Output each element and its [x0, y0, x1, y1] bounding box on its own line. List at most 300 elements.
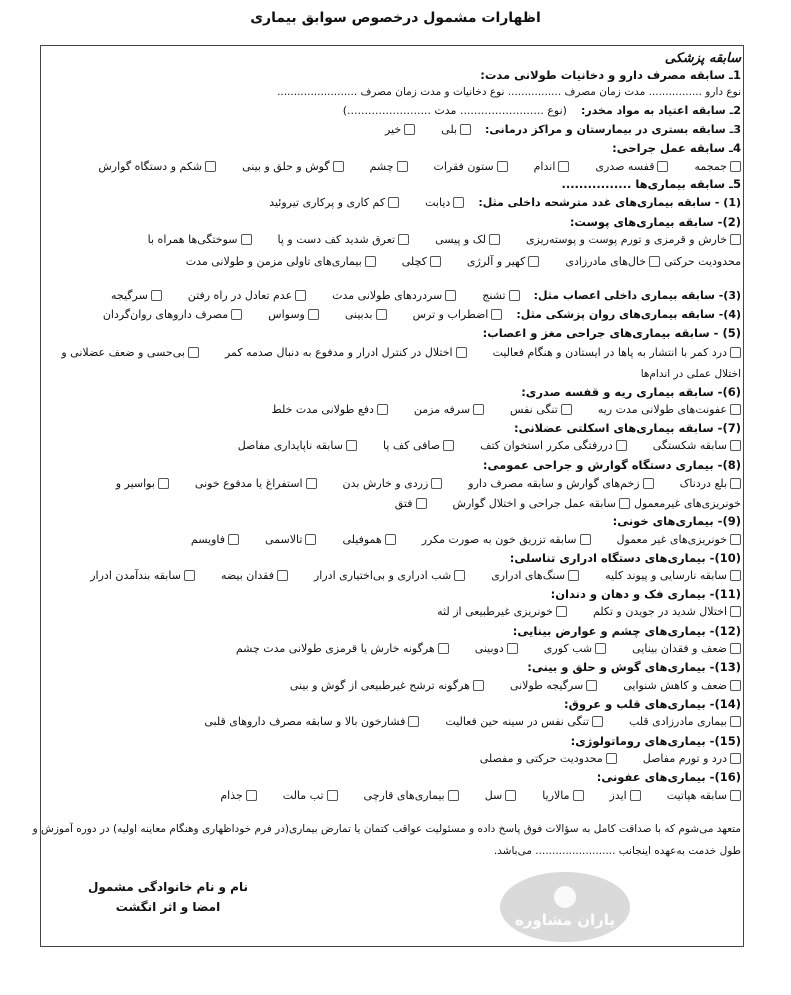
- checkbox-option[interactable]: [510, 403, 572, 416]
- checkbox-label: شکم و دستگاه گوارش: [98, 160, 203, 173]
- checkbox[interactable]: [365, 256, 376, 267]
- checkbox[interactable]: [385, 534, 396, 545]
- form-row: [46, 385, 741, 399]
- checkbox[interactable]: [295, 290, 306, 301]
- checkbox-option[interactable]: [103, 308, 242, 321]
- checkbox-label: بیماری‌های قارچی: [363, 789, 445, 802]
- checkbox-option[interactable]: [370, 160, 408, 173]
- checkbox-label: زخم‌های گوارش و سابقه مصرف دارو: [468, 477, 640, 490]
- checkbox[interactable]: [445, 290, 456, 301]
- checkbox-option[interactable]: [437, 605, 567, 618]
- checkbox[interactable]: [649, 256, 660, 267]
- checkbox-option[interactable]: [434, 160, 508, 173]
- checkbox-option[interactable]: [61, 346, 199, 359]
- checkbox[interactable]: [388, 197, 399, 208]
- checkbox-label: سوختگی‌ها همراه با: [147, 233, 238, 246]
- question-label: 2ـ سابقه اعتیاد به مواد مخدر:: [580, 104, 741, 117]
- question-label: (1) - سابقه بیماری‌های غدد مترشحه داخلی مثل:: [478, 196, 741, 209]
- checkbox[interactable]: [630, 790, 641, 801]
- checkbox[interactable]: [586, 680, 597, 691]
- question-label: 3ـ سابقه بستری در بیمارستان و مراکز درمانی:: [485, 123, 741, 136]
- fill-in-text: (نوع ........................ مدت ........................): [342, 104, 567, 117]
- checkbox-option[interactable]: [225, 346, 467, 359]
- form-row: [46, 605, 741, 618]
- checkbox-option[interactable]: [195, 477, 317, 490]
- checkbox-label: سابقه ناپایداری مفاصل: [237, 439, 343, 452]
- checkbox-option[interactable]: [467, 255, 539, 268]
- checkbox[interactable]: [643, 478, 654, 489]
- signature-sign-label: امضا و اثر انگشت: [115, 900, 221, 914]
- checkbox[interactable]: [730, 478, 741, 489]
- form-row: [46, 587, 741, 601]
- checkbox-option[interactable]: [221, 569, 288, 582]
- section-heading: (2)- سابقه بیماری‌های پوست:: [569, 215, 741, 229]
- checkbox-option[interactable]: [480, 752, 617, 765]
- checkbox[interactable]: [473, 680, 484, 691]
- question-label: (3)- سابقه بیماری داخلی اعصاب مثل:: [533, 289, 741, 302]
- checkbox[interactable]: [305, 534, 316, 545]
- form-row: [46, 289, 741, 302]
- form-row: [46, 497, 741, 510]
- checkbox-label: جذام: [220, 789, 243, 802]
- form-row: [46, 752, 741, 765]
- checkbox-option[interactable]: [90, 569, 195, 582]
- form-row: [46, 679, 741, 692]
- checkbox-option[interactable]: [617, 533, 741, 546]
- form-row: [46, 845, 741, 857]
- checkbox-label: بدبینی: [344, 308, 373, 321]
- checkbox[interactable]: [408, 716, 419, 727]
- form-row: [46, 86, 741, 98]
- form-row: [46, 141, 741, 155]
- checkbox-label: بواسیر و: [115, 477, 155, 490]
- checkbox[interactable]: [592, 716, 603, 727]
- checkbox-option[interactable]: [653, 439, 741, 452]
- checkbox-option[interactable]: [593, 605, 741, 618]
- checkbox-label: تشنج: [482, 289, 506, 302]
- checkbox-option[interactable]: [290, 679, 484, 692]
- checkbox-label: تالاسمی: [265, 533, 303, 546]
- checkbox-option[interactable]: [694, 160, 741, 173]
- checkbox-label: هموفیلی: [342, 533, 382, 546]
- checkbox-label: سابقه بندآمدن ادرار: [90, 569, 181, 582]
- checkbox-label: بلی: [441, 123, 458, 136]
- checkbox-option[interactable]: [605, 569, 741, 582]
- continued-text: خونریزی‌های غیرمعمول: [634, 497, 741, 510]
- checkbox-option[interactable]: [544, 642, 606, 655]
- checkbox-label: اختلال شدید در جویدن و تکلم: [592, 605, 727, 618]
- row-text: نوع دارو ................ مدت زمان مصرف ................ نوع دخانیات و مدت زمان مصرف ........................: [277, 86, 741, 98]
- checkbox-label: سرگیجه طولانی: [509, 679, 584, 692]
- form-row: [46, 697, 741, 711]
- checkbox-label: عدم تعادل در راه رفتن: [187, 289, 293, 302]
- checkbox-option[interactable]: [643, 752, 741, 765]
- checkbox-label: وسواس: [268, 308, 305, 321]
- checkbox[interactable]: [730, 234, 741, 245]
- checkbox[interactable]: [616, 440, 627, 451]
- checkbox-label: ستون فقرات: [433, 160, 494, 173]
- checkbox[interactable]: [730, 534, 741, 545]
- checkbox-option[interactable]: [385, 123, 415, 136]
- checkbox[interactable]: [657, 161, 668, 172]
- checkbox[interactable]: [443, 440, 454, 451]
- checkbox-option[interactable]: [632, 642, 741, 655]
- checkbox[interactable]: [730, 643, 741, 654]
- form-row: [46, 368, 741, 380]
- checkbox-label: زردی و خارش بدن: [342, 477, 429, 490]
- section-heading: (11)- بیماری فک و دهان و دندان:: [550, 587, 741, 601]
- checkbox-label: تنگی نفس: [510, 403, 558, 416]
- checkbox-label: بی‌حسی و ضعف عضلانی و: [61, 346, 185, 359]
- checkbox-option[interactable]: [395, 497, 427, 510]
- row-text: اختلال عملی در اندام‌ها: [640, 368, 741, 380]
- checkbox[interactable]: [730, 404, 741, 415]
- checkbox[interactable]: [606, 753, 617, 764]
- checkbox[interactable]: [246, 790, 257, 801]
- checkbox[interactable]: [730, 161, 741, 172]
- checkbox-label: خونریزی‌های غیر معمول: [616, 533, 727, 546]
- checkbox-label: دفع طولانی مدت خلط: [271, 403, 374, 416]
- form-row: [46, 123, 741, 136]
- section-heading: 5ـ سابقه بیماری‌ها ................: [561, 177, 741, 191]
- checkbox-label: سابقه شکستگی: [652, 439, 727, 452]
- checkbox[interactable]: [730, 790, 741, 801]
- checkbox[interactable]: [561, 404, 572, 415]
- watermark-text: یاران مشاوره: [514, 910, 616, 929]
- checkbox[interactable]: [397, 161, 408, 172]
- checkbox[interactable]: [398, 234, 409, 245]
- checkbox-label: عفونت‌های طولانی مدت ریه: [597, 403, 727, 416]
- checkbox-label: درد کمر با انتشار به پاها در ایستادن و هنگام فعالیت: [492, 346, 727, 359]
- form-row: [46, 177, 741, 191]
- form-row: [46, 514, 741, 528]
- checkbox[interactable]: [491, 309, 502, 320]
- section-heading: 1ـ سابقه مصرف دارو و دخانیات طولانی مدت:: [480, 68, 741, 82]
- checkbox-label: ضعف و فقدان بینایی: [632, 642, 727, 655]
- continued-text: محدودیت حرکتی: [664, 255, 741, 268]
- form-row: [46, 789, 741, 802]
- checkbox-option[interactable]: [629, 715, 741, 728]
- checkbox-label: سل: [484, 789, 503, 802]
- checkbox-label: هرگونه خارش یا قرمزی طولانی مدت چشم: [235, 642, 435, 655]
- checkbox[interactable]: [730, 753, 741, 764]
- checkbox-label: فشارخون بالا و سابقه مصرف داروهای قلبی: [204, 715, 406, 728]
- checkbox-option[interactable]: [343, 477, 443, 490]
- checkbox-label: بیماری‌های تاولی مزمن و طولانی مدت: [185, 255, 362, 268]
- form-row: [46, 215, 741, 229]
- checkbox-option[interactable]: [186, 255, 376, 268]
- checkbox-label: فتق: [394, 497, 413, 510]
- checkbox-option[interactable]: [402, 255, 441, 268]
- section-heading: 4ـ سابقه عمل جراحی:: [612, 141, 741, 155]
- checkbox[interactable]: [448, 790, 459, 801]
- section-heading: (5) - سابقه بیماری‌های جراحی مغز و اعصاب:: [482, 326, 741, 340]
- checkbox[interactable]: [730, 570, 741, 581]
- checkbox[interactable]: [456, 347, 467, 358]
- checkbox-label: فقدان بیضه: [220, 569, 274, 582]
- checkbox-option[interactable]: [510, 679, 597, 692]
- checkbox-option[interactable]: [342, 533, 395, 546]
- checkbox[interactable]: [277, 570, 288, 581]
- checkbox-label: کچلی: [401, 255, 427, 268]
- checkbox-label: اندام: [533, 160, 556, 173]
- checkbox-label: خارش و قرمزی و تورم پوست و پوسته‌ریزی: [525, 233, 727, 246]
- checkbox[interactable]: [333, 161, 344, 172]
- checkbox[interactable]: [430, 256, 441, 267]
- checkbox[interactable]: [431, 478, 442, 489]
- checkbox-option[interactable]: [422, 533, 591, 546]
- checkbox-label: هرگونه ترشح غیرطبیعی از گوش و بینی: [289, 679, 470, 692]
- checkbox[interactable]: [730, 440, 741, 451]
- section-heading: (12)- بیماری‌های چشم و عوارض بینایی:: [512, 624, 741, 638]
- checkbox-label: مالاریا: [542, 789, 570, 802]
- checkbox[interactable]: [241, 234, 252, 245]
- checkbox-label: بیماری مادرزادی قلب: [628, 715, 727, 728]
- checkbox-option[interactable]: [236, 642, 449, 655]
- form-row: [46, 569, 741, 582]
- checkbox[interactable]: [568, 570, 579, 581]
- checkbox-label: سرفه مزمن: [413, 403, 471, 416]
- form-row: [46, 533, 741, 546]
- checkbox[interactable]: [619, 498, 630, 509]
- form-row: [46, 421, 741, 435]
- checkbox-option[interactable]: [345, 308, 387, 321]
- checkbox-label: کهیر و آلرژی: [466, 255, 526, 268]
- checkbox[interactable]: [509, 290, 520, 301]
- checkbox-option[interactable]: [610, 789, 641, 802]
- checkbox-label: خال‌های مادرزادی: [565, 255, 647, 268]
- checkbox-label: تب مالت: [282, 789, 324, 802]
- checkbox-label: ایدز: [609, 789, 627, 802]
- checkbox-option[interactable]: [595, 160, 668, 173]
- checkbox-label: دیابت: [425, 196, 451, 209]
- section-heading: (8)- بیماری دستگاه گوارش و جراحی عمومی:: [482, 458, 741, 472]
- checkbox-option[interactable]: [485, 789, 517, 802]
- form-row: [46, 715, 741, 728]
- checkbox[interactable]: [730, 347, 741, 358]
- form-row: [46, 51, 741, 66]
- checkbox-option[interactable]: [565, 255, 660, 268]
- checkbox-label: اضطراب و ترس: [412, 308, 489, 321]
- section-heading: سابقه پزشکی: [664, 51, 741, 66]
- checkbox-option[interactable]: [283, 789, 338, 802]
- checkbox-label: تعرق شدید کف دست و پا: [277, 233, 396, 246]
- checkbox[interactable]: [306, 478, 317, 489]
- checkbox-option[interactable]: [242, 160, 343, 173]
- checkbox[interactable]: [377, 404, 388, 415]
- checkbox-option[interactable]: [413, 308, 503, 321]
- checkbox[interactable]: [416, 498, 427, 509]
- form-row: [46, 458, 741, 472]
- checkbox-label: شب ادراری و بی‌اختیاری ادرار: [313, 569, 452, 582]
- checkbox[interactable]: [595, 643, 606, 654]
- checkbox-option[interactable]: [278, 233, 410, 246]
- question-label: (4)- سابقه بیماری‌های روان پزشکی مثل:: [516, 308, 741, 321]
- checkbox[interactable]: [556, 606, 567, 617]
- checkbox-label: محدودیت حرکتی و مفصلی: [479, 752, 603, 765]
- form-row: [46, 308, 741, 321]
- checkbox-label: بلع دردناک: [679, 477, 727, 490]
- form-row: [46, 439, 741, 452]
- form-row: [46, 624, 741, 638]
- checkbox-option[interactable]: [680, 477, 741, 490]
- checkbox[interactable]: [489, 234, 500, 245]
- checkbox-option[interactable]: [269, 196, 399, 209]
- section-heading: (9)- بیماری‌های خونی:: [612, 514, 741, 528]
- checkbox-label: سرگیجه: [110, 289, 148, 302]
- section-heading: (7)- سابقه بیماری‌های اسکلتی عضلانی:: [514, 421, 741, 435]
- checkbox[interactable]: [188, 347, 199, 358]
- form-row: [32, 823, 741, 835]
- checkbox[interactable]: [438, 643, 449, 654]
- signature-name-label: نام و نام خانوادگی مشمول: [88, 880, 248, 894]
- checkbox[interactable]: [730, 606, 741, 617]
- checkbox-label: سنگ‌های ادراری: [491, 569, 566, 582]
- checkbox[interactable]: [460, 124, 471, 135]
- checkbox-option[interactable]: [204, 715, 419, 728]
- checkbox-option[interactable]: [268, 308, 319, 321]
- checkbox[interactable]: [730, 716, 741, 727]
- checkbox-option[interactable]: [238, 439, 357, 452]
- checkbox-label: قفسه صدری: [595, 160, 655, 173]
- section-heading: (15)- بیماری‌های روماتولوژی:: [570, 734, 741, 748]
- checkbox[interactable]: [346, 440, 357, 451]
- checkbox[interactable]: [151, 290, 162, 301]
- form-row: [46, 160, 741, 173]
- checkbox[interactable]: [730, 680, 741, 691]
- checkbox[interactable]: [507, 643, 518, 654]
- checkbox-option[interactable]: [468, 477, 653, 490]
- checkbox[interactable]: [558, 161, 569, 172]
- checkbox-option[interactable]: [116, 477, 169, 490]
- checkbox-label: استفراغ یا مدفوع خونی: [194, 477, 303, 490]
- checkbox[interactable]: [158, 478, 169, 489]
- form-row: [46, 346, 741, 359]
- checkbox-label: سابقه عمل جراحی و اختلال گوارش: [452, 497, 616, 510]
- checkbox-option[interactable]: [435, 233, 500, 246]
- form-row: [46, 196, 741, 209]
- checkbox[interactable]: [505, 790, 516, 801]
- form-row: [46, 104, 741, 117]
- checkbox-label: مصرف داروهای روان‌گردان: [102, 308, 229, 321]
- checkbox-option[interactable]: [482, 289, 519, 302]
- checkbox-option[interactable]: [491, 569, 579, 582]
- checkbox-option[interactable]: [445, 715, 603, 728]
- checkbox[interactable]: [573, 790, 584, 801]
- form-row: [46, 551, 741, 565]
- checkbox-label: دررفتگی مکرر استخوان کتف: [480, 439, 613, 452]
- checkbox-label: سابقه هپاتیت: [666, 789, 727, 802]
- checkbox-label: گوش و حلق و بینی: [242, 160, 330, 173]
- checkbox-option[interactable]: [598, 403, 741, 416]
- checkbox-option[interactable]: [453, 497, 630, 510]
- checkbox[interactable]: [528, 256, 539, 267]
- checkbox-option[interactable]: [441, 123, 471, 136]
- row-text: طول خدمت به‌عهده اینجانب ........................ می‌باشد.: [493, 845, 741, 857]
- checkbox[interactable]: [497, 161, 508, 172]
- checkbox-option[interactable]: [265, 533, 316, 546]
- checkbox-label: خیر: [384, 123, 402, 136]
- form-row: [46, 770, 741, 784]
- checkbox-option[interactable]: [414, 403, 484, 416]
- checkbox-option[interactable]: [623, 679, 741, 692]
- checkbox-option[interactable]: [534, 160, 570, 173]
- section-heading: (16)- بیماری‌های عفونی:: [596, 770, 741, 784]
- checkbox[interactable]: [231, 309, 242, 320]
- checkbox-label: خونریزی غیرطبیعی از لثه: [437, 605, 553, 618]
- checkbox-option[interactable]: [148, 233, 252, 246]
- checkbox-option[interactable]: [526, 233, 741, 246]
- form-row: [46, 233, 741, 246]
- checkbox[interactable]: [205, 161, 216, 172]
- checkbox-label: جمجمه: [694, 160, 727, 173]
- checkbox-label: سردردهای طولانی مدت: [332, 289, 443, 302]
- form-row: [46, 255, 741, 268]
- form-row: [46, 68, 741, 82]
- checkbox-label: چشم: [369, 160, 394, 173]
- checkbox-label: سابقه تزریق خون به صورت مکرر: [421, 533, 577, 546]
- checkbox-option[interactable]: [383, 439, 454, 452]
- checkbox[interactable]: [473, 404, 484, 415]
- checkbox[interactable]: [308, 309, 319, 320]
- form-row: [46, 326, 741, 340]
- row-text: متعهد می‌شوم که با صداقت کامل به سؤالات فوق پاسخ داده و مسئولیت عواقب کتمان یا تمارض بیماری(در فرم خوداظهاری وهنگام معاینه اولیه) در دوره آموزش و: [32, 823, 741, 835]
- checkbox-label: کم کاری و پرکاری تیروئید: [269, 196, 386, 209]
- checkbox[interactable]: [184, 570, 195, 581]
- checkbox-label: اختلال در کنترل ادرار و مدفوع به دنبال صدمه کمر: [224, 346, 453, 359]
- checkbox[interactable]: [454, 570, 465, 581]
- checkbox-option[interactable]: [364, 789, 459, 802]
- checkbox-label: شب کوری: [543, 642, 593, 655]
- checkbox-option[interactable]: [332, 289, 456, 302]
- checkbox[interactable]: [327, 790, 338, 801]
- checkbox-label: سابقه نارسایی و پیوند کلیه: [605, 569, 727, 582]
- form-row: [46, 660, 741, 674]
- checkbox-option[interactable]: [493, 346, 741, 359]
- checkbox-label: تنگی نفس در سینه حین فعالیت: [445, 715, 589, 728]
- section-heading: (6)- سابقه بیماری ریه و قفسه صدری:: [521, 385, 741, 399]
- checkbox-option[interactable]: [667, 789, 741, 802]
- form-row: [46, 642, 741, 655]
- checkbox[interactable]: [228, 534, 239, 545]
- checkbox[interactable]: [453, 197, 464, 208]
- checkbox-option[interactable]: [98, 160, 216, 173]
- checkbox-label: صافی کف پا: [382, 439, 441, 452]
- section-heading: (14)- بیماری‌های قلب و عروق:: [564, 697, 741, 711]
- checkbox[interactable]: [404, 124, 415, 135]
- checkbox[interactable]: [580, 534, 591, 545]
- checkbox-option[interactable]: [188, 289, 306, 302]
- checkbox-option[interactable]: [480, 439, 627, 452]
- checkbox[interactable]: [376, 309, 387, 320]
- checkbox-option[interactable]: [425, 196, 464, 209]
- form-row: [46, 734, 741, 748]
- checkbox-option[interactable]: [272, 403, 388, 416]
- form-row: [46, 477, 741, 490]
- form-title: اظهارات مشمول درخصوص سوابق بیماری: [250, 10, 541, 26]
- checkbox-option[interactable]: [111, 289, 162, 302]
- checkbox-option[interactable]: [191, 533, 239, 546]
- checkbox-label: لک و پیسی: [435, 233, 486, 246]
- section-heading: (10)- بیماری‌های دستگاه ادراری تناسلی:: [509, 551, 741, 565]
- checkbox-option[interactable]: [314, 569, 465, 582]
- checkbox-option[interactable]: [220, 789, 256, 802]
- checkbox-option[interactable]: [475, 642, 518, 655]
- checkbox-option[interactable]: [542, 789, 583, 802]
- form-row: [46, 403, 741, 416]
- checkbox-label: دوبینی: [474, 642, 504, 655]
- checkbox-label: فاویسم: [190, 533, 226, 546]
